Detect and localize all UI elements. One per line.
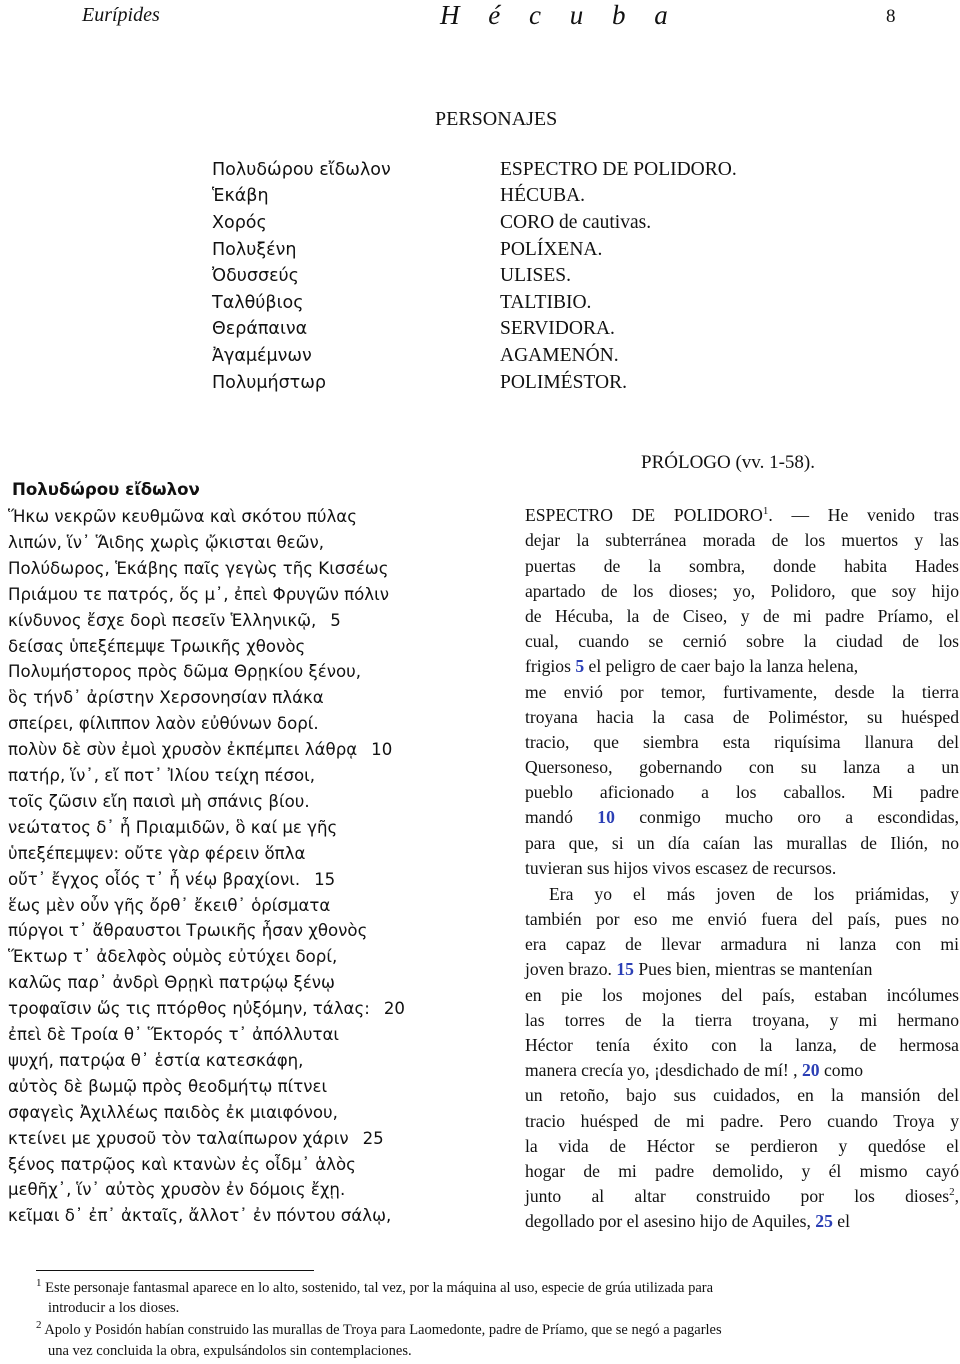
footnote-ref: 2 — [949, 1186, 955, 1199]
verse-number: 20 — [801, 1060, 820, 1080]
footnote-continuation: una vez concluida la obra, expulsándolos sin contemplaciones. — [48, 1343, 412, 1359]
spanish-line: me envió por temor, furtivamente, desde la tierra — [525, 682, 959, 702]
spanish-line: frigios 5 el peligro de caer bajo la lanza helena, — [525, 656, 859, 676]
cast-greek-name: Πολυμήστωρ — [212, 373, 326, 393]
personajes-heading: PERSONAJES — [435, 108, 558, 130]
greek-verse-line: ὃς τήνδ᾽ ἀρίστην Χερσονησίαν πλάκα — [8, 688, 324, 707]
footnote: $^1$ Este personaje fantasmal aparece en lo alto, sostenido, tal vez, por la máquina al uso, especie de grúa utilizada para — [36, 1277, 714, 1296]
greek-verse-number: 10 — [371, 740, 393, 759]
greek-verse-line: ἕως μὲν οὖν γῆς ὄρθ᾽ ἔκειθ᾽ ὁρίσματα — [8, 896, 331, 915]
cast-spanish-name: SERVIDORA. — [500, 318, 615, 339]
cast-spanish-name: POLÍXENA. — [500, 239, 603, 260]
cast-greek-name: Χορός — [212, 213, 267, 233]
spanish-line: tuvieran sus hijos vivos escasez de recursos. — [525, 858, 837, 878]
spanish-line: en pie los mojones del país, estaban incólumes — [525, 985, 959, 1005]
footnote-ref: 1 — [762, 505, 769, 518]
greek-verse-number: 15 — [314, 870, 336, 889]
greek-verse-line: οὔτ᾽ ἔγχος οἷός τ᾽ ἦ νέῳ βραχίονι. — [8, 870, 301, 889]
cast-greek-name: Ταλθύβιος — [212, 293, 304, 313]
spanish-line: joven brazo. 15 Pues bien, mientras se mantenían — [525, 959, 873, 979]
verse-number: 25 — [815, 1211, 833, 1231]
spanish-line: un retoño, bajo sus cuidados, en la mansión del — [525, 1085, 959, 1105]
greek-verse-line: μεθῆχ᾽, ἵν᾽ αὐτὸς χρυσὸν ἐν δόμοις ἔχῃ. — [8, 1180, 346, 1199]
verse-number: 10 — [597, 807, 615, 827]
greek-verse-line: Πολύδωρος, Ἑκάβης παῖς γεγὼς τῆς Κισσέως — [8, 559, 389, 578]
greek-verse-line: Ἥκω νεκρῶν κευθμῶνα καὶ σκότου πύλας — [8, 507, 357, 526]
verse-number: 5 — [575, 656, 585, 676]
greek-verse-line: ἐπεὶ δὲ Τροία θ᾽ Ἕκτορός τ᾽ ἀπόλλυται — [8, 1025, 340, 1044]
greek-verse-line: τροφαῖσιν ὥς τις πτόρθος ηὐξόμην, τάλας: — [8, 999, 370, 1018]
greek-verse-line: Πριάμου τε πατρός, ὅς μ᾽, ἐπεὶ Φρυγῶν πόλιν — [8, 585, 389, 604]
greek-verse-line: ξένος πατρῷος καὶ κτανὼν ἐς οἶδμ᾽ ἁλὸς — [8, 1155, 356, 1174]
greek-verse-line: πατήρ, ἵν᾽, εἴ ποτ᾽ Ἰλίου τείχη πέσοι, — [8, 766, 316, 785]
greek-verse-line: ψυχή, πατρῴα θ᾽ ἑστία κατεσκάφη, — [8, 1051, 304, 1070]
spanish-speaker: ESPECTRO DE POLIDORO — [525, 505, 763, 525]
greek-verse-number: 5 — [330, 611, 341, 630]
greek-verse-line: ὑπεξέπεμψεν: οὔτε γὰρ φέρειν ὅπλα — [8, 844, 306, 863]
greek-verse-line: λιπών, ἵν᾽ Ἅιδης χωρὶς ᾤκισται θεῶν, — [8, 533, 325, 552]
cast-greek-name: Πολυξένη — [212, 240, 297, 260]
spanish-line: Era yo el más joven de los priámidas, y — [549, 884, 959, 904]
greek-verse-line: Ἕκτωρ τ᾽ ἀδελφὸς οὑμὸς εὐτύχει δορί, — [8, 947, 338, 966]
greek-verse-number: 25 — [362, 1129, 384, 1148]
spanish-line: mandó 10 conmigo mucho oro a escondidas, — [525, 807, 960, 827]
verse-number: 15 — [616, 959, 634, 979]
running-author: Eurípides — [82, 4, 160, 26]
spanish-line: tracio, que siembra esta riquísima llanura del — [525, 732, 959, 752]
spanish-line: la vida de Héctor se perdieron y quedóse el — [525, 1136, 959, 1156]
cast-spanish-name: CORO de cautivas. — [500, 212, 652, 233]
greek-verse-line: αὐτὸς δὲ βωμῷ πρὸς θεοδμήτῳ πίτνει — [8, 1077, 328, 1096]
greek-verse-line: σπείρει, φίλιππον λαὸν εὐθύνων δορί. — [8, 714, 319, 733]
spanish-line: manera crecía yo, ¡desdichado de mí! , 20 como — [525, 1060, 864, 1080]
cast-spanish-name: AGAMENÓN. — [500, 345, 619, 366]
cast-spanish-name: POLIMÉSTOR. — [500, 372, 627, 393]
spanish-line: Quersoneso, gobernando con su lanza a un — [525, 757, 959, 777]
greek-verse-line: πολὺν δὲ σὺν ἐμοὶ χρυσὸν ἐκπέμπει λάθρᾳ — [8, 740, 358, 759]
cast-greek-name: Θεράπαινα — [212, 319, 308, 339]
greek-verse-line: πύργοι τ᾽ ἄθραυστοι Τρωικῆς ἦσαν χθονὸς — [8, 921, 368, 940]
spanish-line: de Hécuba, la de Ciseo, y de mi padre Príamo, el — [525, 606, 959, 626]
spanish-line: troyana hacia la casa de Poliméstor, su huésped — [525, 707, 959, 727]
running-title: H é c u b a — [440, 0, 679, 30]
greek-verse-line: κεῖμαι δ᾽ ἐπ᾽ ἀκταῖς, ἄλλοτ᾽ ἐν πόντου σάλῳ, — [8, 1206, 392, 1225]
cast-spanish-name: TALTIBIO. — [500, 292, 592, 313]
spanish-line: hogar de mi padre demolido, y él mismo cayó — [525, 1161, 959, 1181]
spanish-line: para que, si un día caían las murallas de Ilión, no — [525, 833, 959, 853]
greek-speaker-name: Πολυδώρου εἴδωλον — [12, 480, 200, 499]
cast-greek-name: Πολυδώρου εἴδωλον — [212, 160, 391, 180]
prologue-heading: PRÓLOGO (vv. 1-58). — [641, 452, 815, 473]
greek-verse-number: 20 — [383, 999, 405, 1018]
spanish-line: degollado por el asesino hijo de Aquiles, 25 el — [525, 1211, 850, 1231]
cast-spanish-name: ESPECTRO DE POLIDORO. — [500, 159, 737, 180]
cast-spanish-name: HÉCUBA. — [500, 185, 586, 206]
cast-greek-name: Ἀγαμέμνων — [212, 346, 312, 366]
cast-greek-name: Ὀδυσσεύς — [212, 266, 299, 286]
cast-spanish-name: ULISES. — [500, 265, 571, 286]
greek-verse-line: νεώτατος δ᾽ ἦ Πριαμιδῶν, ὃ καί με γῆς — [8, 818, 338, 837]
spanish-line: puertas de la sombra, donde habita Hades — [525, 556, 959, 576]
greek-verse-line: Πολυμήστορος πρὸς δῶμα Θρῃκίου ξένου, — [8, 662, 362, 681]
spanish-line: junto al altar construido por los dioses$^2$, — [525, 1186, 959, 1206]
spanish-line: cual, cuando se cernió sobre la ciudad de los — [525, 631, 959, 651]
spanish-line: era capaz de llevar armadura ni lanza con mi — [525, 934, 959, 954]
page-number: 8 — [886, 6, 896, 27]
footnote-continuation: introducir a los dioses. — [48, 1300, 180, 1316]
cast-greek-name: Ἑκάβη — [212, 186, 269, 206]
spanish-line: pueblo aficionado a los caballos. Mi padre — [525, 782, 959, 802]
footnote: $^2$ Apolo y Posidón habían construido las murallas de Troya para Laomedonte, padre de Príamo, que se negó a pagarles — [36, 1319, 722, 1338]
greek-verse-line: καλῶς παρ᾽ ἀνδρὶ Θρῃκὶ πατρῴῳ ξένῳ — [8, 973, 335, 992]
spanish-line: ESPECTRO DE POLIDORO$^1$. — He venido tras — [525, 505, 959, 525]
greek-verse-line: κίνδυνος ἔσχε δορὶ πεσεῖν Ἑλληνικῷ, — [8, 611, 317, 630]
greek-verse-line: σφαγεὶς Ἀχιλλέως παιδὸς ἐκ μιαιφόνου, — [8, 1103, 338, 1122]
spanish-line: dejar la subterránea morada de los muertos y las — [525, 530, 959, 550]
greek-verse-line: κτείνει με χρυσοῦ τὸν ταλαίπωρον χάριν — [8, 1129, 349, 1148]
spanish-line: tracio huésped de mi padre. Pero cuando Troya y — [525, 1111, 959, 1131]
footnote-separator — [36, 1270, 314, 1271]
spanish-line: también por eso me envió fuera del país, pues no — [525, 909, 959, 929]
spanish-line: las torres de la tierra troyana, y mi hermano — [525, 1010, 959, 1030]
spanish-line: apartado de los dioses; yo, Polidoro, que soy hijo — [525, 581, 959, 601]
spanish-line: Héctor tenía éxito con la lanza, de hermosa — [525, 1035, 959, 1055]
greek-verse-line: τοῖς ζῶσιν εἴη παισὶ μὴ σπάνις βίου. — [8, 792, 310, 811]
greek-verse-line: δείσας ὑπεξέπεμψε Τρωικῆς χθονὸς — [8, 637, 306, 656]
